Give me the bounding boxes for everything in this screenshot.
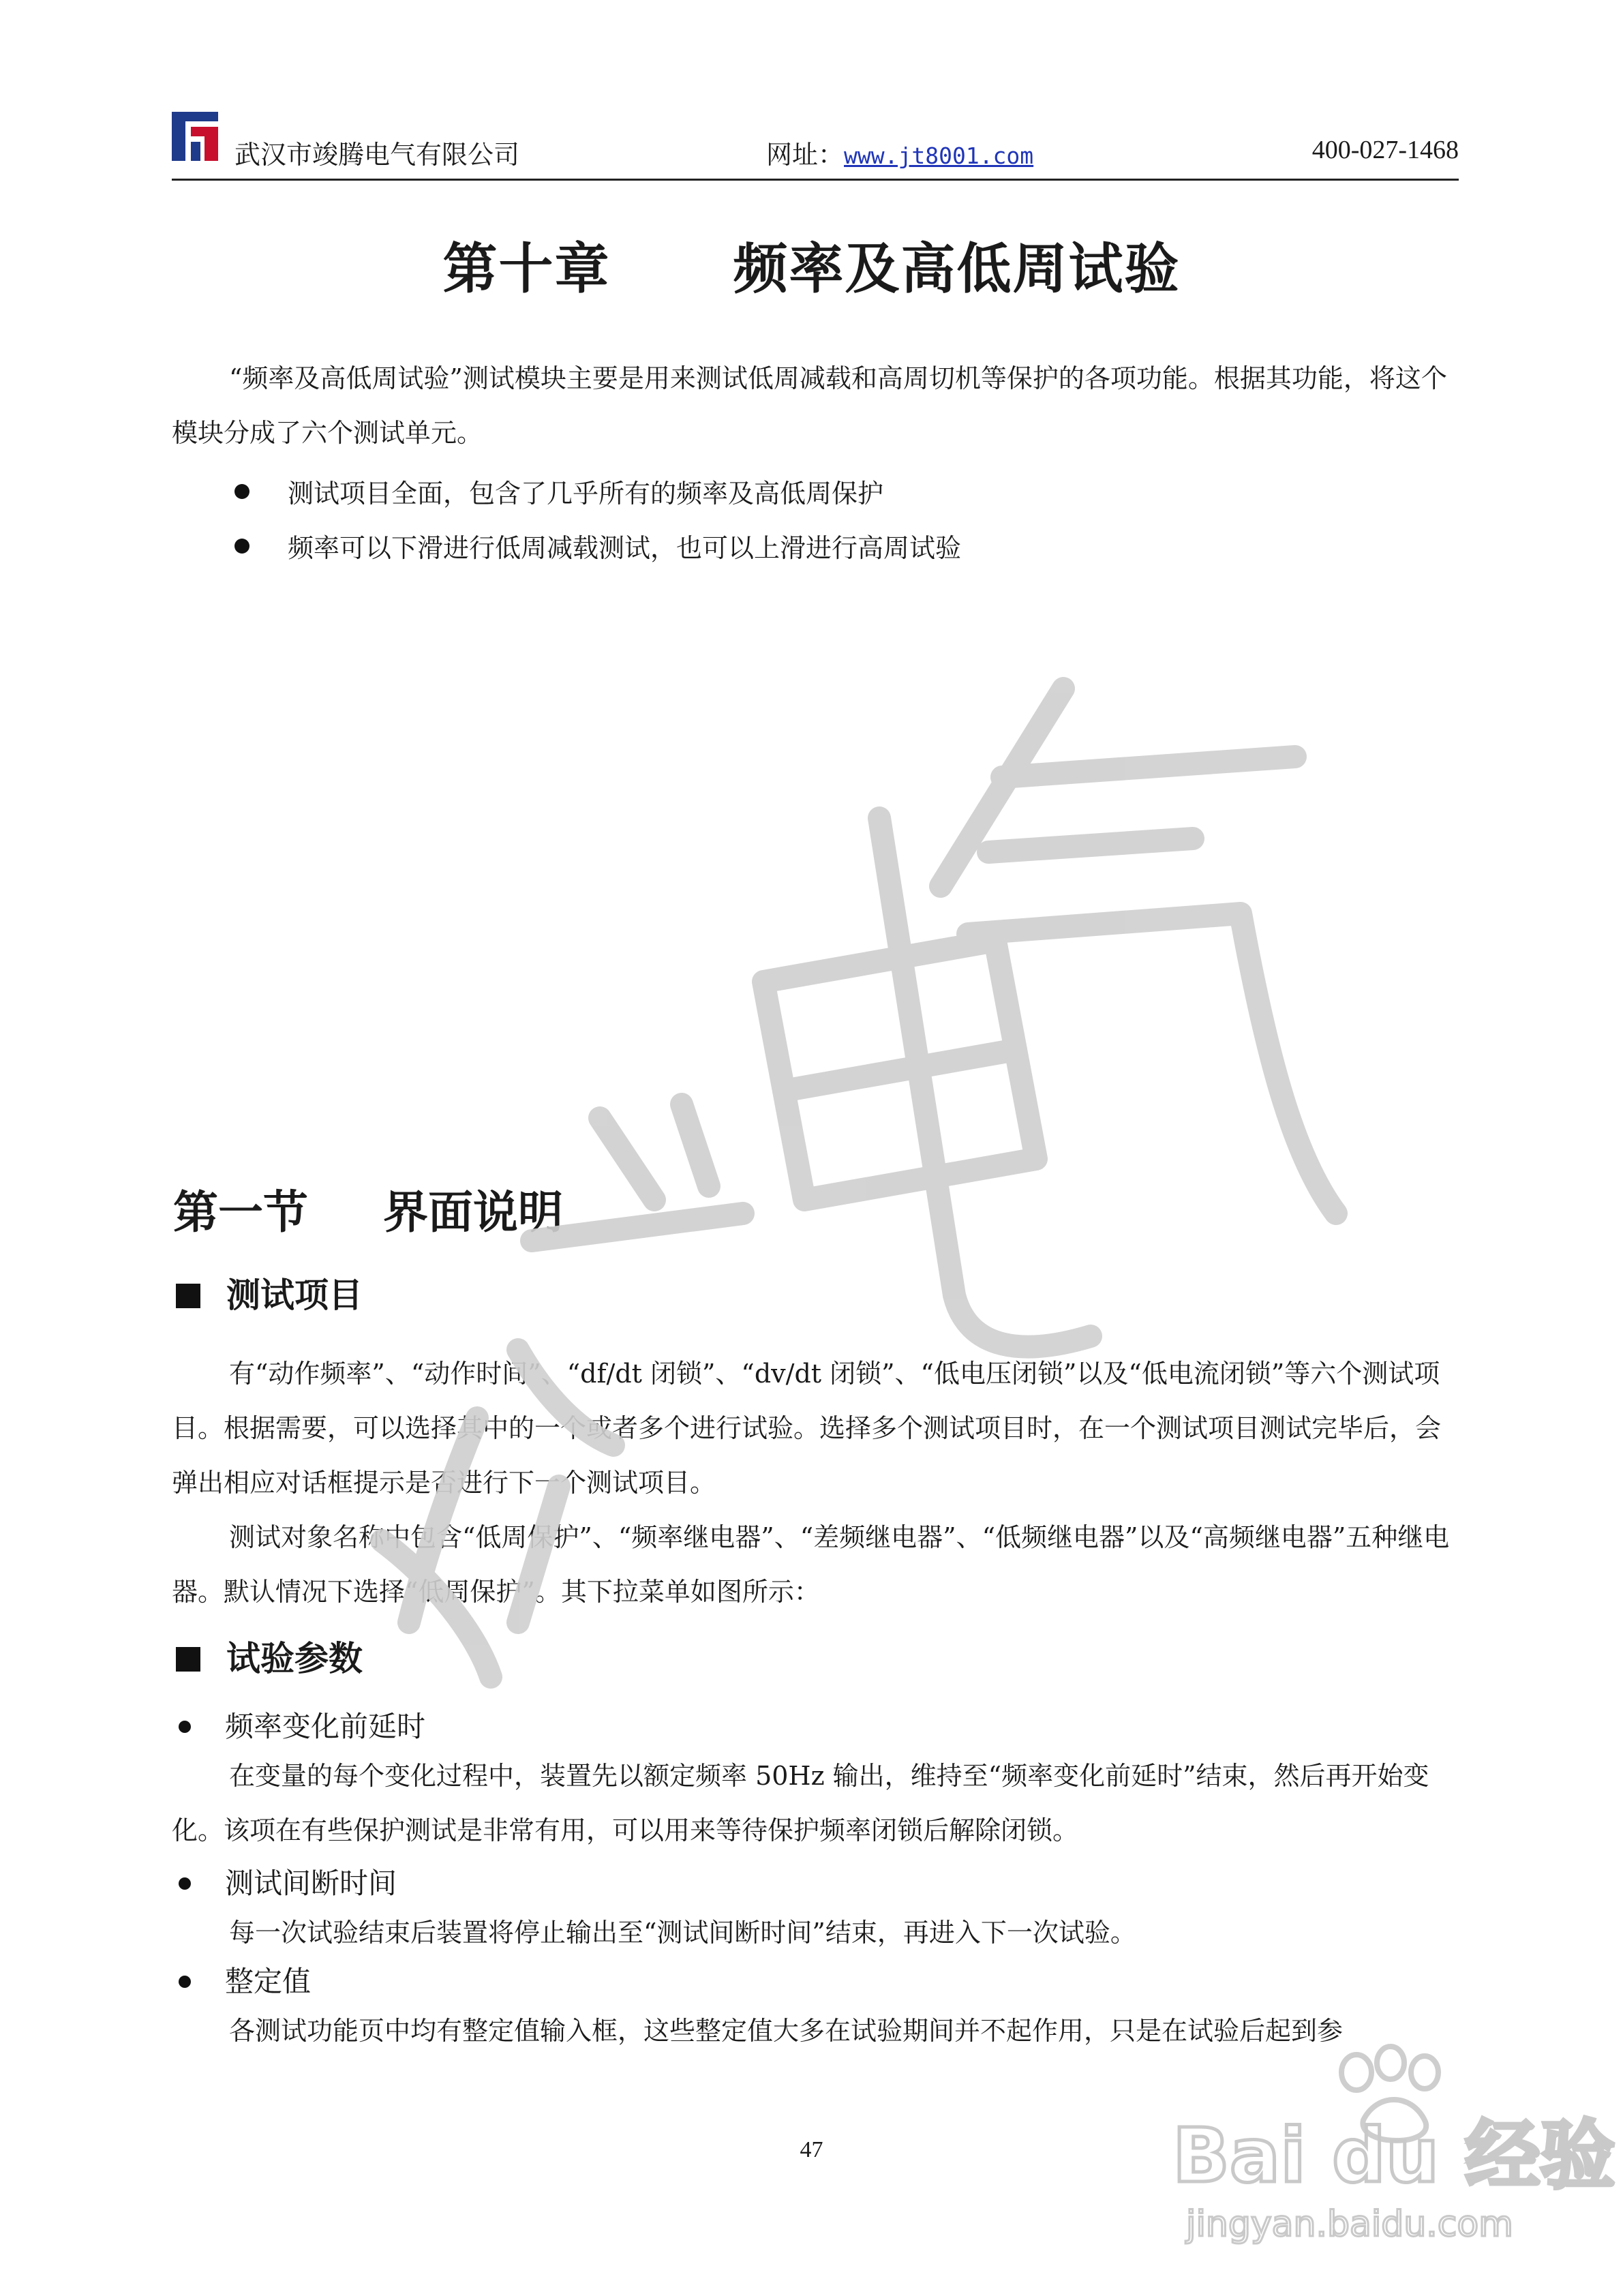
- param-text-2: 每一次试验结束后装置将停止输出至“测试间断时间”结束，再进入下一次试验。: [229, 1918, 1136, 1948]
- chapter-title: [0, 225, 1623, 303]
- square-bullet-icon: [176, 1284, 200, 1308]
- website-label: 网址：: [766, 140, 845, 170]
- bullet-dot-icon: [179, 1976, 191, 1988]
- bullet-dot-icon: [234, 539, 249, 554]
- svg-text:Bai du 经验: Bai du 经验: [1172, 2112, 1616, 2199]
- bullet-dot-icon: [234, 484, 249, 499]
- intro-bullet-1: 测试项目全面，包含了几乎所有的频率及高低周保护: [288, 479, 884, 509]
- header-divider: [172, 179, 1459, 181]
- svg-text:jingyan.baidu.com: jingyan.baidu.com: [1186, 2204, 1513, 2245]
- param-text-3: 各测试功能页中均有整定值输入框，这些整定值大多在试验期间并不起作用，只是在试验后起到参: [229, 2016, 1344, 2046]
- param-title-1: 频率变化前延时: [225, 1710, 426, 1743]
- bullet-dot-icon: [179, 1721, 191, 1733]
- chapter-name: 频率及高低周试验: [733, 237, 1181, 301]
- section-number: 第一节: [173, 1186, 308, 1239]
- bullet-dot-icon: [179, 1877, 191, 1890]
- param-text-1: 在变量的每个变化过程中，装置先以额定频率 50Hz 输出，维持至“频率变化前延时”结束，然后再开始变化。该项在有些保护测试是非常有用，可以用来等待保护频率闭锁后解除闭锁。: [172, 1761, 1429, 1845]
- website-link[interactable]: www.jt8001.com: [844, 142, 1034, 169]
- company-name: 武汉市竣腾电气有限公司: [234, 140, 520, 170]
- section-name: 界面说明: [383, 1186, 563, 1239]
- intro-bullet-2: 频率可以下滑进行低周减载测试，也可以上滑进行高周试验: [288, 533, 962, 563]
- params-heading-text: 试验参数: [226, 1639, 363, 1678]
- param-title-2: 测试间断时间: [225, 1867, 397, 1900]
- test-items-paragraph-1: 有“动作频率”、“动作时间”、“df/dt 闭锁”、“dv/dt 闭锁”、“低电压闭锁”以及“低电流闭锁”等六个测试项目。根据需要，可以选择其中的一个或者多个进行试验。选择多个测试项目时，在一个测试项目测试完毕后，会弹出相应对话框提示是否进行下一个测试项目。: [172, 1359, 1442, 1498]
- section-title: [173, 1176, 563, 1241]
- params-heading: [176, 1631, 363, 1680]
- test-items-heading: [176, 1268, 363, 1317]
- website: [766, 134, 1033, 171]
- company-logo: [172, 112, 218, 161]
- square-bullet-icon: [176, 1647, 200, 1672]
- intro-paragraph: “频率及高低周试验”测试模块主要是用来测试低周减载和高周切机等保护的各项功能。根据其功能，将这个模块分成了六个测试单元。: [172, 363, 1447, 448]
- page-number: 47: [800, 2137, 823, 2162]
- test-items-paragraph-2: 测试对象名称中包含“低周保护”、“频率继电器”、“差频继电器”、“低频继电器”以及“高频继电器”五种继电器。默认情况下选择“低周保护”。其下拉菜单如图所示：: [172, 1522, 1450, 1607]
- phone-number: 400-027-1468: [1311, 136, 1459, 164]
- test-items-heading-text: 测试项目: [226, 1275, 363, 1315]
- page-header: [172, 109, 1459, 180]
- param-title-3: 整定值: [225, 1965, 312, 1998]
- baidu-jingyan-logo: [1159, 2045, 1616, 2250]
- chapter-number: 第十章: [442, 237, 611, 301]
